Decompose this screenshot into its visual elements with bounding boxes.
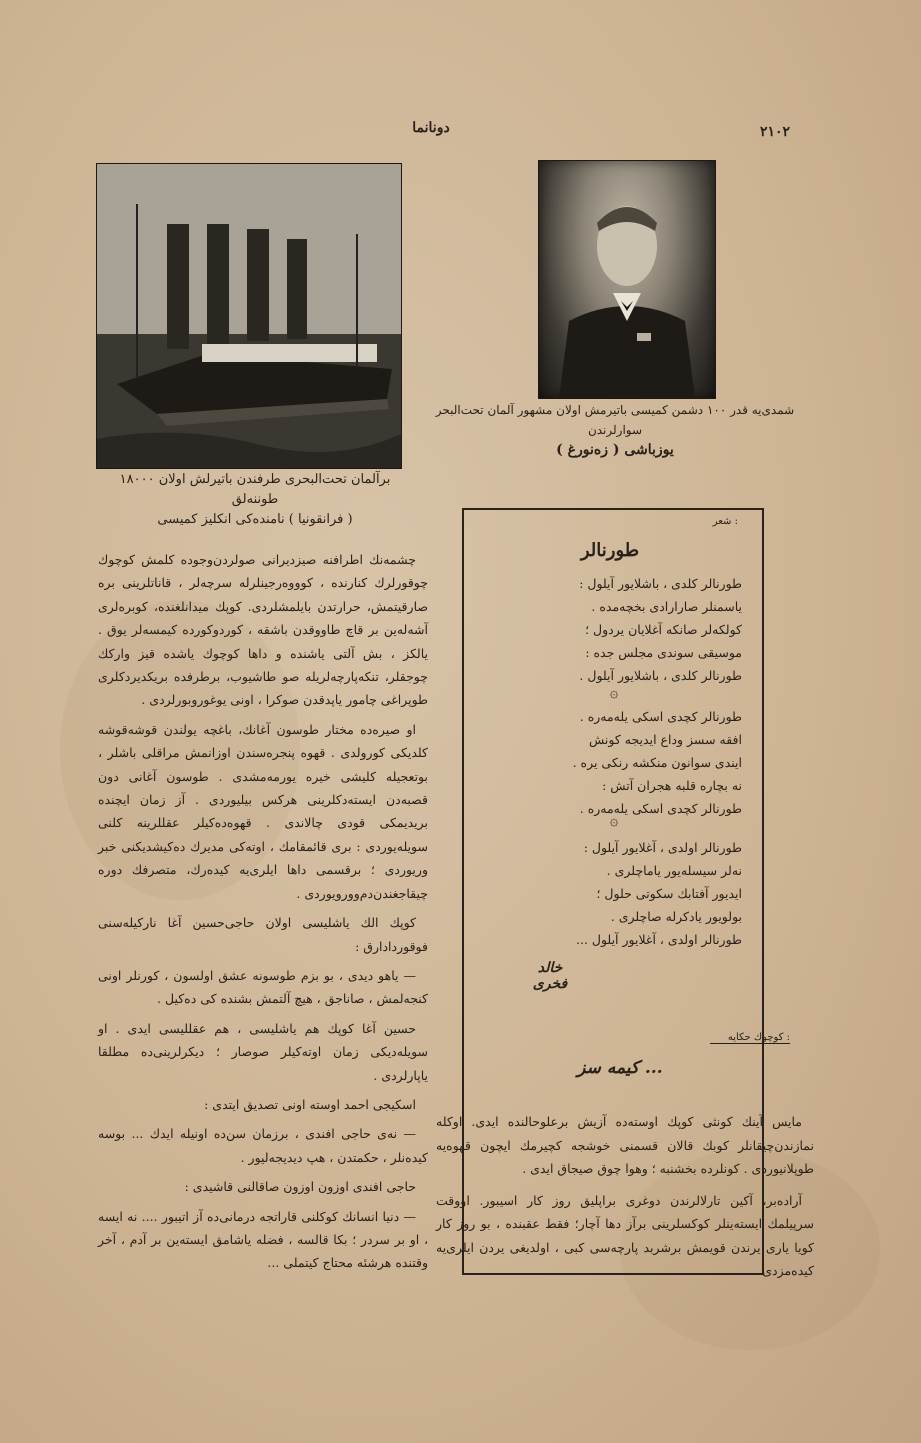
portrait-caption-name: یوزباشی ( زه‌نورغ ) xyxy=(556,442,674,458)
portrait-caption-line: سوارلرندن xyxy=(587,423,643,437)
poem-tag: شعر : xyxy=(712,516,738,527)
poem-title: طورنالر xyxy=(580,540,640,561)
ship-caption xyxy=(110,470,400,530)
poem-line: نه‌لر سیسله‌یور یاماچلری . xyxy=(606,863,742,878)
poem-line: موسیقی سوندی مجلس جده : xyxy=(585,645,742,660)
poem-line: ایدیور آفتابك سکوتی حلول ؛ xyxy=(596,886,742,901)
portrait-photo xyxy=(538,160,716,399)
ship-photo xyxy=(96,163,402,469)
article-paragraph: — یاهو دیدی ، بو بزم طوسونه عشق اولسون ، کورنلر اونی کنجه‌لمش ، صاناجق ، هیچ آلتمش بشنده کی ده‌کیل . xyxy=(98,967,428,1007)
poem-line: ایندی سوانون منکشه رنکی یره . xyxy=(572,755,742,770)
poem-line: کولکه‌لر صانکه آغلایان یردول ؛ xyxy=(585,622,742,637)
story-tag: کوچوك حکایه : xyxy=(710,1032,790,1044)
story-title: کیمه سز ... xyxy=(577,1058,663,1078)
officer-portrait xyxy=(539,161,715,398)
poem-line: افقه سسز وداع ایدیجه کونش xyxy=(588,732,742,747)
article-paragraph: حسین آغا کوپك هم یاشلیسی ، هم عقللیسی ایدی . او سویله‌دیکی زمان اوته‌کیلر صوصار ؛ دیکرلرینی‌ده مطلقا یاپارلردی . xyxy=(98,1020,428,1083)
poem-line: یاسمنلر صارارادی بخچه‌مده . xyxy=(591,599,742,614)
story-body xyxy=(436,1110,814,1291)
poem-line: طورنالر کچدی اسکی یله‌مه‌ره . xyxy=(579,801,742,816)
poem-stanza xyxy=(480,836,742,951)
story-paragraph: آرادەبر، آکین تارلالرندن دوغری براپلیق روز کار اسیبور. اووقت سرپیلمك ایسته‌ینلر کوکسلرینی برآز دها آچار؛ فقط عقبنده ، بو روز کار کویا یاری یرندن قویمش برشربد پارچه‌سی کبی ، اولدیغی یردن ایلری‌یه کیده‌مزدی . xyxy=(436,1192,814,1278)
poem-author: خالد فخری xyxy=(532,960,568,992)
article-paragraph: کوپك الك یاشلیسی اولان حاجی‌حسین آغا نارکیله‌سنی فوقوردادارق : xyxy=(98,915,428,954)
poem-line: بولویور یادکرله صاچلری . xyxy=(610,909,742,924)
article-paragraph: حاجی افندی اوزون اوزون صاقالنی قاشیدی : xyxy=(184,1179,416,1195)
left-article xyxy=(98,548,428,1281)
ship-illustration xyxy=(97,164,401,468)
ornament-icon: ۞ xyxy=(609,811,619,829)
ship-caption-line: برآلمان تحت‌البحری طرفندن باتیرلش اولان ۱۸۰۰۰ طوننه‌لق xyxy=(119,472,391,507)
story-paragraph: مایس آینك کونثی کوپك اوسته‌ده آزیش برعلوحالنده ایدی. اوکله نمازندن‌چیقانلر کوبك قالان قسمنی خوشجه کچیرمك ایچون قهوه‌یه طوپلانیوردی . کونلرده بخشنبه ؛ وهوا چوق صیجاق ایدی . xyxy=(436,1114,814,1176)
poem-line: طورنالر اولدی ، آغلایور آیلول ... xyxy=(576,932,742,947)
article-paragraph: چشمه‌نك اطرافنه صیزدیرانی صولردن‌وجوده کلمش کوچوك چوقورلرك کنارنده ، کوووه‌رجینلرله سرچه‌لر ، قاناتلرینی بره صارقیتمش، حرارتدن بایلمشلردی. کوپك میدانلغنده، کوبرەلری آشه‌له‌ین بر قاچ طاووقدن باشقه ، کوردوکورده کیمسه‌لر یوق . یالکز ، بش آلتی یاشنده و داها کوچوك یاشده قیز وارکك چوجقلر، تنکه‌پارچه‌لریله صو طاشیوب، برطرفده بریکدیردکلری طوپراغی چامور یاپدقدن صوکرا ، اونی یوغوروبورلردی . xyxy=(98,552,428,708)
poem-line: طورنالر کلدی ، باشلایور آیلول . xyxy=(579,668,742,683)
portrait-caption-line: شمدی‌یه قدر ۱۰۰ دشمن کمیسی باتیرمش اولان مشهور آلمان تحت‌البحر xyxy=(435,403,795,417)
portrait-caption xyxy=(430,400,800,460)
poem-stanza xyxy=(480,705,742,820)
article-paragraph: اسکیجی احمد اوسته اونی تصدیق ایتدی : xyxy=(204,1096,416,1112)
poem-line: طورنالر کچدی اسکی یله‌مه‌ره . xyxy=(579,709,742,724)
ship-caption-line: ( فرانقونیا ) نامنده‌کی انکلیز کمیسی xyxy=(157,512,353,527)
article-paragraph: — دنیا انسانك کوکلنی قاراتجه درمانی‌ده آز اتیبور .... نه ایسه ، او بر سردر ؛ بکا قالسه ، فضله یاشامق ایسته‌ین بر آدم ، آخر وقتنده هرشئه محتاج کیتملی ... xyxy=(98,1208,428,1271)
ornament-icon: ۞ xyxy=(609,683,619,701)
poem-line: نه بچاره قلبه هجران آتش : xyxy=(602,778,742,793)
poem-line: طورنالر اولدی ، آغلایور آیلول : xyxy=(583,840,742,855)
page-number: ٢١٠٢ xyxy=(759,124,791,140)
poem-line: طورنالر کلدی ، باشلایور آیلول : xyxy=(579,576,742,591)
poem-stanza xyxy=(480,572,742,687)
article-paragraph: — نه‌ی حاجی افندی ، برزمان سن‌ده اونیله ایدك ... بوسه کیده‌نلر ، حکمتدن ، هپ دیدیجه‌لیور . xyxy=(98,1126,428,1165)
publication-title: دونانما xyxy=(412,120,450,136)
article-paragraph: او صیره‌ده مختار طوسون آغانك، باغچه یولندن قوشه‌قوشه کلدیکی کورولدی . قهوه پنجره‌سندن اوزانمش مراقلی باشلر ، بوتعجیله کلیشی خیره یورمه‌مشدی . طوسون آغانی دون قصبه‌دن ایسته‌دکلرینی هرکس بیلیوردی . آز زمان ایچنده بریدیمکی قودی چالاندی . قهوه‌ده‌کیلر عقللرینه کلنی سویله‌یوردی : بری قائمقامك ، اوته‌کی مدیرك دەکیشدیکنی خبر وریوردی ؛ برقسمی داها ایلری‌یه کیده‌رك، متصرفك دوره چیقاجغندن‌دم‌وورویوردی . xyxy=(98,721,428,901)
